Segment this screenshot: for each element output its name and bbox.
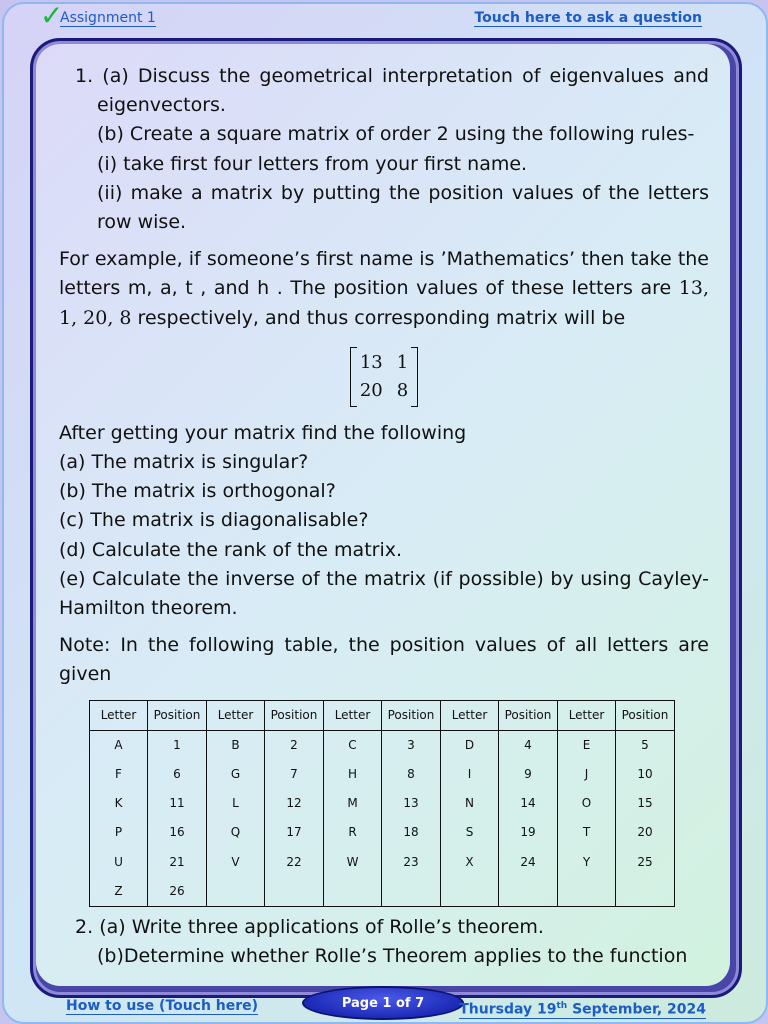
position-cell: 10 <box>616 760 675 789</box>
table-row <box>90 730 675 760</box>
position-cell: 21 <box>148 848 207 877</box>
position-cell: 16 <box>148 818 207 847</box>
how-to-use-link[interactable]: How to use (Touch here) <box>66 998 259 1014</box>
letter-cell <box>558 877 616 907</box>
table-row <box>90 760 675 789</box>
letter-cell: G <box>207 760 265 789</box>
position-cell: 18 <box>382 818 441 847</box>
page-indicator[interactable]: Page 1 of 7 <box>302 986 464 1020</box>
rule-ii: (ii) make a matrix by putting the position values of the letters row wise. <box>97 181 709 234</box>
position-cell <box>265 877 324 907</box>
position-cell: 20 <box>616 818 675 847</box>
find-intro: After getting your matrix find the following <box>59 421 467 444</box>
letter-cell: Z <box>90 877 148 907</box>
rule-i: (i) take first four letters from your first name. <box>97 152 528 175</box>
position-cell: 3 <box>382 730 441 760</box>
ask-question-link[interactable]: Touch here to ask a question <box>474 10 702 26</box>
position-cell: 25 <box>616 848 675 877</box>
letter-cell: C <box>324 730 382 760</box>
letter-cell: S <box>441 818 499 847</box>
position-cell: 1 <box>148 730 207 760</box>
position-cell: 24 <box>499 848 558 877</box>
letter-cell: O <box>558 789 616 818</box>
position-cell: 23 <box>382 848 441 877</box>
position-cell: 8 <box>382 760 441 789</box>
letter-cell: K <box>90 789 148 818</box>
letter-cell: Y <box>558 848 616 877</box>
document-content <box>59 62 709 971</box>
letter-cell <box>324 877 382 907</box>
content-panel <box>36 44 730 986</box>
question-2-part-b: (b)Determine whether Rolle’s Theorem applies to the function <box>97 945 688 968</box>
header-bar <box>0 0 768 36</box>
task-c: (c) The matrix is diagonalisable? <box>59 509 369 532</box>
position-cell: 14 <box>499 789 558 818</box>
table-row <box>90 789 675 818</box>
task-b: (b) The matrix is orthogonal? <box>59 480 336 503</box>
letter-cell: H <box>324 760 382 789</box>
position-cell: 11 <box>148 789 207 818</box>
table-row <box>90 848 675 877</box>
letter-cell: J <box>558 760 616 789</box>
position-cell: 7 <box>265 760 324 789</box>
task-d: (d) Calculate the rank of the matrix. <box>59 538 403 561</box>
position-cell: 26 <box>148 877 207 907</box>
position-cell: 6 <box>148 760 207 789</box>
letter-cell: P <box>90 818 148 847</box>
example-values: 13, 1, 20, 8 <box>59 277 709 329</box>
footer-bar <box>0 990 768 1024</box>
table-header-row: Letter Position Letter Position Letter Position Letter Position Letter Position <box>90 700 675 730</box>
example-matrix: 13 1 20 8 <box>59 347 709 407</box>
question-2-part-a: 2. (a) Write three applications of Rolle’s theorem. <box>75 916 544 939</box>
position-cell: 2 <box>265 730 324 760</box>
letter-cell: D <box>441 730 499 760</box>
note: Note: In the following table, the position values of all letters are given <box>59 634 709 686</box>
letter-cell: X <box>441 848 499 877</box>
letter-cell: E <box>558 730 616 760</box>
assignment-link[interactable]: Assignment 1 <box>60 10 156 26</box>
letter-cell: M <box>324 789 382 818</box>
letter-cell: F <box>90 760 148 789</box>
letter-cell: W <box>324 848 382 877</box>
position-cell: 9 <box>499 760 558 789</box>
position-cell: 19 <box>499 818 558 847</box>
letter-cell: A <box>90 730 148 760</box>
letter-cell: T <box>558 818 616 847</box>
task-e: (e) Calculate the inverse of the matrix (if possible) by using Cayley-Hamilton theorem. <box>59 567 709 620</box>
letter-cell <box>207 877 265 907</box>
position-cell: 22 <box>265 848 324 877</box>
letter-cell: U <box>90 848 148 877</box>
letter-cell: R <box>324 818 382 847</box>
table-row <box>90 877 675 907</box>
letter-cell <box>441 877 499 907</box>
example-paragraph: For example, if someone’s first name is ’Mathematics’ then take the letters m, a, t , and h . The position values of these letters are 13, 1, 20, 8 respectively, and thus corresponding matrix will be <box>59 248 709 329</box>
letter-cell: V <box>207 848 265 877</box>
date-label: Thursday 19th September, 2024 <box>459 998 706 1019</box>
table-row <box>90 818 675 847</box>
letter-cell: N <box>441 789 499 818</box>
checkmark-icon: ✓ <box>40 0 64 32</box>
letter-cell: B <box>207 730 265 760</box>
position-cell <box>499 877 558 907</box>
position-cell: 13 <box>382 789 441 818</box>
letter-cell: Q <box>207 818 265 847</box>
question-1-part-a: 1. (a) Discuss the geometrical interpretation of eigenvalues and eigenvectors. <box>75 65 709 117</box>
position-cell: 17 <box>265 818 324 847</box>
question-1-part-b: (b) Create a square matrix of order 2 using the following rules- <box>97 123 695 146</box>
position-cell <box>616 877 675 907</box>
task-a: (a) The matrix is singular? <box>59 451 309 474</box>
position-cell: 15 <box>616 789 675 818</box>
letter-position-table <box>89 700 675 907</box>
position-cell: 12 <box>265 789 324 818</box>
letter-cell: L <box>207 789 265 818</box>
letter-cell: I <box>441 760 499 789</box>
position-cell: 4 <box>499 730 558 760</box>
position-cell <box>382 877 441 907</box>
position-cell: 5 <box>616 730 675 760</box>
